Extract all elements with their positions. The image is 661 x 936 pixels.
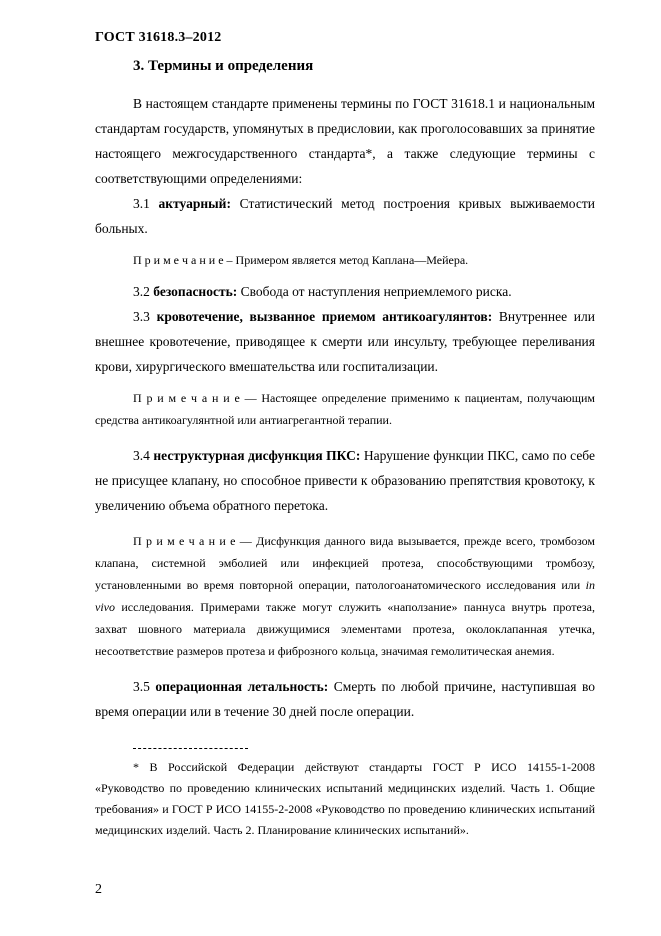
term-text: Внутреннее или внешнее кровотечение, приводящее к смерти или инсульту, требующее переливания крови, хирургического вмешательства или госпитализации. xyxy=(95,309,595,374)
term-definition-3-5 xyxy=(95,674,595,724)
note-3-3: П р и м е ч а н и е — Настоящее определение применимо к пациентам, получающим средства антикоагулянтной или антиагрегантной терапии. xyxy=(95,391,595,427)
note-text-italic: in vivo xyxy=(95,578,595,614)
term-number: 3.4 xyxy=(133,448,154,463)
document-header: ГОСТ 31618.3–2012 xyxy=(95,30,222,45)
term-number: 3.1 xyxy=(133,196,159,211)
term-text: Свобода от наступления неприемлемого риска. xyxy=(237,284,512,299)
term-name: безопасность: xyxy=(153,284,238,299)
term-name: неструктурная дисфункция ПКС: xyxy=(153,448,361,463)
page-number: 2 xyxy=(95,882,102,897)
term-text: Статистический метод построения кривых выживаемости больных. xyxy=(95,196,595,236)
footnote-separator xyxy=(133,748,248,749)
term-definition-3-2 xyxy=(95,279,595,304)
term-number: 3.3 xyxy=(133,309,157,324)
footnote-block xyxy=(95,748,595,841)
term-name: кровотечение, вызванное приемом антикоагулянтов: xyxy=(156,309,493,324)
term-number: 3.2 xyxy=(133,284,154,299)
note-text-post: исследования. Примерами также могут служить «наползание» паннуса внутрь протеза, захват шовного материала движущимися элементами протеза, околоклапанная утечка, несоответствие размеров протеза и фиброзного кольца, значимая гемолитическая анемия. xyxy=(95,600,595,658)
note-text-pre: П р и м е ч а н и е — Дисфункция данного вида вызывается, прежде всего, тромбозом клапана, системной эмболией или инфекцией протеза, способствующими тромбозу, установленными во время повторной операции, патологоанатомического исследования или xyxy=(95,534,595,592)
footnote-text: * В Российской Федерации действуют стандарты ГОСТ Р ИСО 14155-1-2008 «Руководство по проведению клинических испытаний медицинских изделий. Часть 1. Общие требования» и ГОСТ Р ИСО 14155-2-2008 «Руководство по проведению клинических испытаний медицинских изделий. Часть 2. Планирование клинических испытаний». xyxy=(95,760,595,837)
note-3-4 xyxy=(95,530,595,662)
paragraph-intro: В настоящем стандарте применены термины по ГОСТ 31618.1 и национальным стандартам государств, упомянутых в предисловии, как проголосовавших за принятие настоящего межгосударственного стандарта*, а также следующие термины с соответствующими определениями: xyxy=(95,96,595,186)
term-definition-3-3 xyxy=(95,304,595,379)
term-name: операционная летальность: xyxy=(155,679,329,694)
term-number: 3.5 xyxy=(133,679,156,694)
term-text: Смерть по любой причине, наступившая во время операции или в течение 30 дней после операции. xyxy=(95,679,595,719)
term-definition-3-1 xyxy=(95,191,595,241)
term-definition-3-4 xyxy=(95,443,595,518)
term-text: Нарушение функции ПКС, само по себе не присущее клапану, но способное привести к образованию препятствия кровотоку, к увеличению объема обратного перетока. xyxy=(95,448,595,513)
note-3-1: П р и м е ч а н и е – Примером является метод Каплана—Мейера. xyxy=(133,253,469,267)
section-heading: 3. Термины и определения xyxy=(133,58,314,74)
term-name: актуарный: xyxy=(158,196,231,211)
